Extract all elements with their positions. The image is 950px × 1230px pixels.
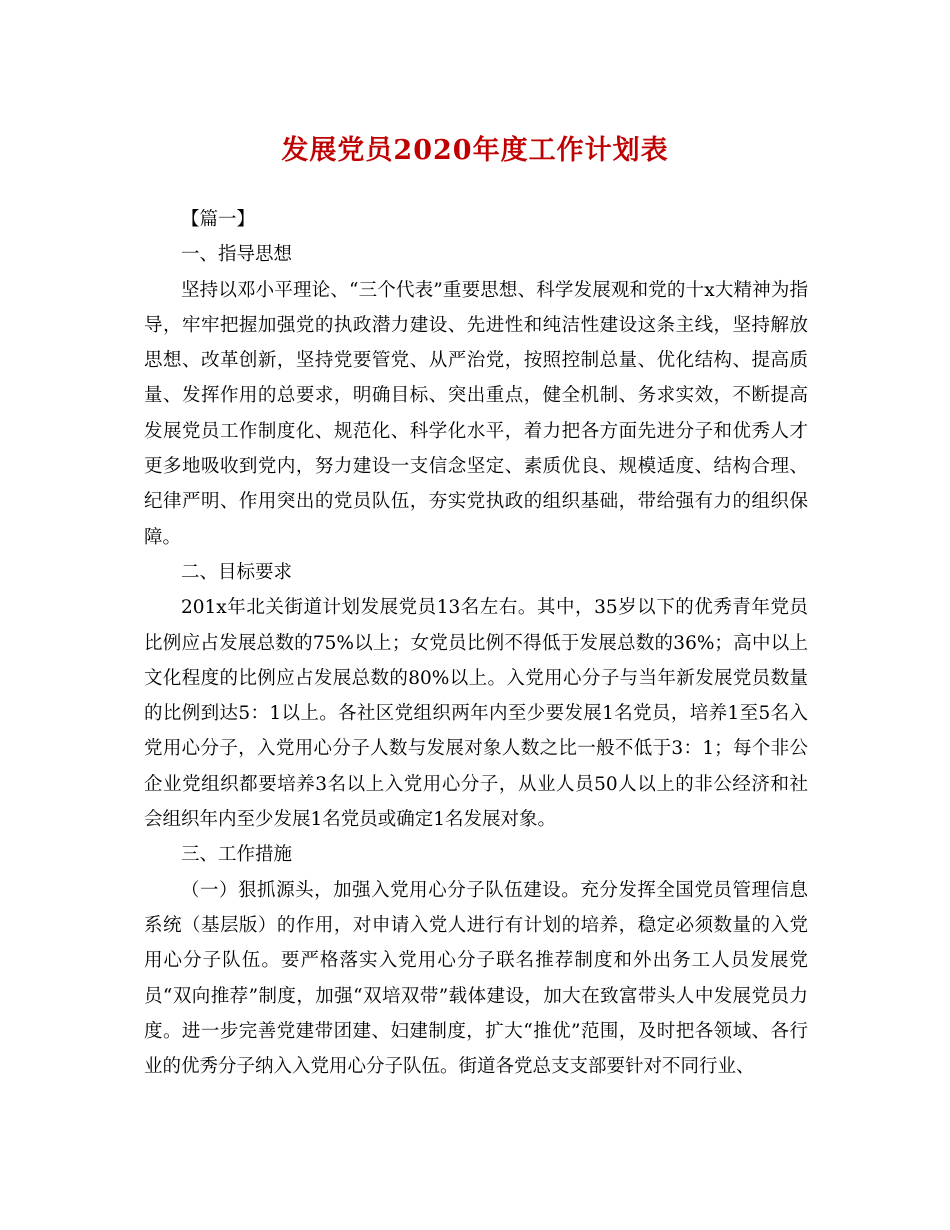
heading-work-measures: 三、工作措施 (181, 844, 293, 866)
document-title: 发展党员2020年度工作计划表 (281, 135, 669, 166)
paragraph-guiding-ideology: 坚持以邓小平理论、“三个代表”重要思想、科学发展观和党的十x大精神为指导，牢牢把握加强党的执政潜力建设、先进性和纯洁性建设这条主线，坚持解放思想、改革创新，坚持党要管党、从严治党，按照控制总量、优化结构、提高质量、发挥作用的总要求，明确目标、突出重点，健全机制、务求实效，不断提高发展党员工作制度化、规范化、科学化水平，着力把各方面先进分子和优秀人才更多地吸收到党内，努力建设一支信念坚定、素质优良、规模适度、结构合理、纪律严明、作用突出的党员队伍，夯实党执政的组织基础，带给强有力的组织保障。 (144, 279, 808, 548)
heading-guiding-ideology: 一、指导思想 (181, 244, 293, 266)
heading-target-requirements: 二、目标要求 (181, 561, 293, 583)
document-body (144, 202, 808, 1084)
section-label: 【篇一】 (181, 209, 256, 230)
paragraph-target-requirements: 201x年北关街道计划发展党员13名左右。其中，35岁以下的优秀青年党员比例应占发展总数的75%以上；女党员比例不得低于发展总数的36%；高中以上文化程度的比例应占发展总数的80%以上。入党用心分子与当年新发展党员数量的比例到达5：1以上。各社区党组织两年内至少要发展1名党员，培养1至5名入党用心分子，入党用心分子人数与发展对象人数之比一般不低于3：1；每个非公企业党组织都要培养3名以上入党用心分子，从业人员50人以上的非公经济和社会组织年内至少发展1名党员或确定1名发展对象。 (144, 597, 808, 831)
paragraph-work-measures-1: （一）狠抓源头，加强入党用心分子队伍建设。充分发挥全国党员管理信息系统（基层版）的作用，对申请入党人进行有计划的培养，稳定必须数量的入党用心分子队伍。要严格落实入党用心分子联名推荐制度和外出务工人员发展党员“双向推荐”制度，加强“双培双带”载体建设，加大在致富带头人中发展党员力度。进一步完善党建带团建、妇建制度，扩大“推优”范围，及时把各领域、各行业的优秀分子纳入入党用心分子队伍。街道各党总支支部要针对不同行业、 (144, 879, 808, 1078)
